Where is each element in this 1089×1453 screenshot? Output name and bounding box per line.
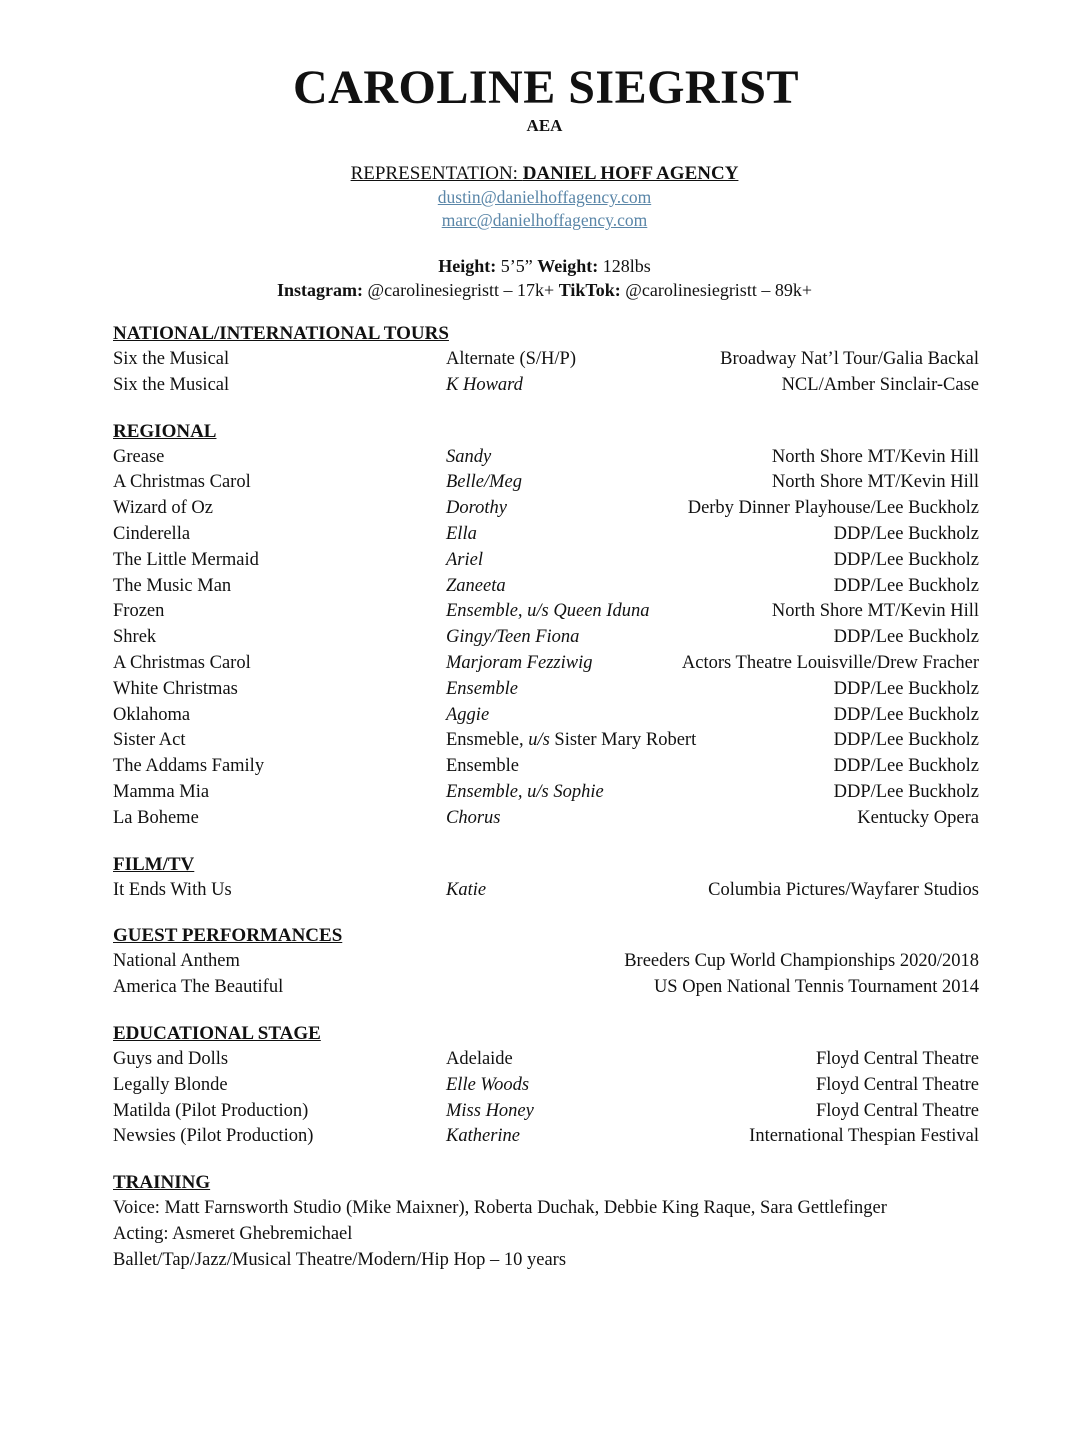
section-film-tv xyxy=(113,852,979,904)
role: Gingy/Teen Fiona xyxy=(446,627,580,648)
venue: DDP/Lee Buckholz xyxy=(833,756,979,777)
role: Sandy xyxy=(446,446,492,467)
training-dance: Ballet/Tap/Jazz/Musical Theatre/Modern/Hip Hop – 10 years xyxy=(113,1249,567,1270)
venue: Columbia Pictures/Wayfarer Studios xyxy=(708,879,979,900)
height-label: Height: xyxy=(438,256,497,276)
show-title: Mamma Mia xyxy=(113,781,210,802)
section-training xyxy=(113,1170,979,1273)
role: Ensemble xyxy=(446,678,518,699)
venue: Floyd Central Theatre xyxy=(815,1100,979,1121)
section-educational-stage xyxy=(113,1021,979,1150)
credit-row xyxy=(113,548,979,574)
role: Ensemble xyxy=(446,756,519,777)
venue: DDP/Lee Buckholz xyxy=(833,523,979,544)
credit-row xyxy=(113,1073,979,1099)
show-title: National Anthem xyxy=(113,951,240,972)
show-title: The Addams Family xyxy=(113,756,265,777)
weight-value: 128lbs xyxy=(598,256,651,276)
credit-row xyxy=(113,878,979,904)
role-part: Ensmeble, xyxy=(446,730,529,751)
show-title: Cinderella xyxy=(113,523,191,544)
venue: NCL/Amber Sinclair-Case xyxy=(781,374,979,395)
email-link-marc[interactable]: marc@danielhoffagency.com xyxy=(441,210,648,230)
credit-row xyxy=(113,806,979,832)
role-part: Sister Mary Robert xyxy=(549,730,697,751)
role: Ella xyxy=(446,523,477,544)
venue: Derby Dinner Playhouse/Lee Buckholz xyxy=(687,498,979,519)
credit-row xyxy=(113,1124,979,1150)
show-title: Oklahoma xyxy=(113,704,191,725)
show-title: Matilda (Pilot Production) xyxy=(113,1100,309,1121)
training-voice: Voice: Matt Farnsworth Studio (Mike Maixner), Roberta Duchak, Debbie King Raque, Sara Gettlefinger xyxy=(113,1198,887,1219)
venue: DDP/Lee Buckholz xyxy=(833,549,979,570)
section-title: TRAINING xyxy=(113,1172,211,1194)
role: Belle/Meg xyxy=(446,472,523,493)
show-title: Newsies (Pilot Production) xyxy=(113,1126,314,1147)
show-title: A Christmas Carol xyxy=(113,652,251,673)
credit-row xyxy=(113,625,979,651)
venue: Floyd Central Theatre xyxy=(815,1048,979,1069)
show-title: Six the Musical xyxy=(113,349,230,369)
section-title: GUEST PERFORMANCES xyxy=(113,925,343,947)
role: Marjoram Fezziwig xyxy=(446,652,593,673)
credit-row xyxy=(113,728,979,754)
representation-block xyxy=(0,162,1089,232)
credit-row xyxy=(113,496,979,522)
show-title: It Ends With Us xyxy=(113,879,232,900)
section-title: NATIONAL/INTERNATIONAL TOURS xyxy=(113,323,449,344)
venue: DDP/Lee Buckholz xyxy=(833,704,979,725)
role-part-understudy: u/s xyxy=(528,730,550,751)
physical-stats xyxy=(0,254,1089,278)
venue: Broadway Nat’l Tour/Galia Backal xyxy=(720,349,979,369)
tiktok-value: @carolinesiegristt – 89k+ xyxy=(620,280,812,300)
role: Alternate (S/H/P) xyxy=(446,349,576,369)
role: Elle Woods xyxy=(446,1074,530,1095)
role: Miss Honey xyxy=(446,1100,534,1121)
venue: DDP/Lee Buckholz xyxy=(833,575,979,596)
credit-row xyxy=(113,347,979,373)
show-title: The Music Man xyxy=(113,575,232,596)
show-title: White Christmas xyxy=(113,678,238,699)
venue: Actors Theatre Louisville/Drew Fracher xyxy=(681,652,979,673)
venue: DDP/Lee Buckholz xyxy=(833,678,979,699)
role: Chorus xyxy=(446,807,501,828)
venue: Breeders Cup World Championships 2020/2018 xyxy=(624,951,979,972)
role: Ensemble, u/s Queen Iduna xyxy=(446,601,650,622)
resume-header xyxy=(0,60,1089,302)
tiktok-label: TikTok: xyxy=(558,280,621,300)
height-value: 5’5” xyxy=(496,256,538,276)
instagram-value: @carolinesiegristt – 17k+ xyxy=(363,280,559,300)
resume-sections xyxy=(113,321,979,1294)
email-link-dustin[interactable]: dustin@danielhoffagency.com xyxy=(437,187,652,207)
venue: International Thespian Festival xyxy=(749,1126,979,1147)
role: Dorothy xyxy=(446,498,507,519)
performer-name: CAROLINE SIEGRIST xyxy=(293,61,799,114)
role: Aggie xyxy=(446,704,490,725)
credit-row xyxy=(113,1099,979,1125)
credit-row xyxy=(113,599,979,625)
credit-row xyxy=(113,703,979,729)
section-title: FILM/TV xyxy=(113,853,195,875)
credit-row xyxy=(113,975,979,1001)
venue: DDP/Lee Buckholz xyxy=(833,730,979,751)
show-title: Six the Musical xyxy=(113,374,230,395)
credit-row xyxy=(113,445,979,471)
credit-row xyxy=(113,522,979,548)
section-regional xyxy=(113,419,979,832)
representation-label: REPRESENTATION: xyxy=(350,163,523,184)
union-affiliation: AEA xyxy=(526,116,563,135)
section-guest-performances xyxy=(113,923,979,1001)
stats-block xyxy=(0,254,1089,302)
show-title: Frozen xyxy=(113,601,165,622)
show-title: The Little Mermaid xyxy=(113,549,259,570)
credit-row xyxy=(113,1047,979,1073)
venue: Floyd Central Theatre xyxy=(815,1074,979,1095)
credit-row xyxy=(113,754,979,780)
instagram-label: Instagram: xyxy=(277,280,364,300)
credit-row xyxy=(113,949,979,975)
credit-row xyxy=(113,677,979,703)
weight-label: Weight: xyxy=(537,256,599,276)
show-title: Grease xyxy=(113,446,165,467)
agency-name: DANIEL HOFF AGENCY xyxy=(522,163,739,184)
venue: US Open National Tennis Tournament 2014 xyxy=(653,977,979,998)
venue: Kentucky Opera xyxy=(857,807,979,828)
venue: North Shore MT/Kevin Hill xyxy=(771,446,979,467)
venue: North Shore MT/Kevin Hill xyxy=(771,601,979,622)
role xyxy=(446,728,696,754)
section-title: EDUCATIONAL STAGE xyxy=(113,1022,321,1044)
role: K Howard xyxy=(446,374,523,395)
role: Ariel xyxy=(446,549,483,570)
venue: DDP/Lee Buckholz xyxy=(833,781,979,802)
venue: DDP/Lee Buckholz xyxy=(833,627,979,648)
credit-row xyxy=(113,470,979,496)
role: Zaneeta xyxy=(446,575,506,596)
credit-row xyxy=(113,574,979,600)
social-stats xyxy=(0,278,1089,302)
show-title: Sister Act xyxy=(113,730,186,751)
section-title: REGIONAL xyxy=(113,420,217,442)
show-title: Legally Blonde xyxy=(113,1074,228,1095)
credit-row xyxy=(113,651,979,677)
role: Katherine xyxy=(446,1126,520,1147)
role: Ensemble, u/s Sophie xyxy=(446,781,604,802)
show-title: Wizard of Oz xyxy=(113,498,213,519)
role: Katie xyxy=(446,879,487,900)
show-title: Guys and Dolls xyxy=(113,1048,229,1069)
credit-row xyxy=(113,373,979,399)
show-title: Shrek xyxy=(113,627,157,648)
show-title: A Christmas Carol xyxy=(113,472,251,493)
representation-line xyxy=(0,162,1089,186)
show-title: La Boheme xyxy=(113,807,199,828)
section-tours xyxy=(113,321,979,399)
venue: North Shore MT/Kevin Hill xyxy=(771,472,979,493)
training-acting: Acting: Asmeret Ghebremichael xyxy=(113,1223,353,1244)
show-title: America The Beautiful xyxy=(113,977,284,998)
role: Adelaide xyxy=(446,1048,513,1069)
credit-row xyxy=(113,780,979,806)
